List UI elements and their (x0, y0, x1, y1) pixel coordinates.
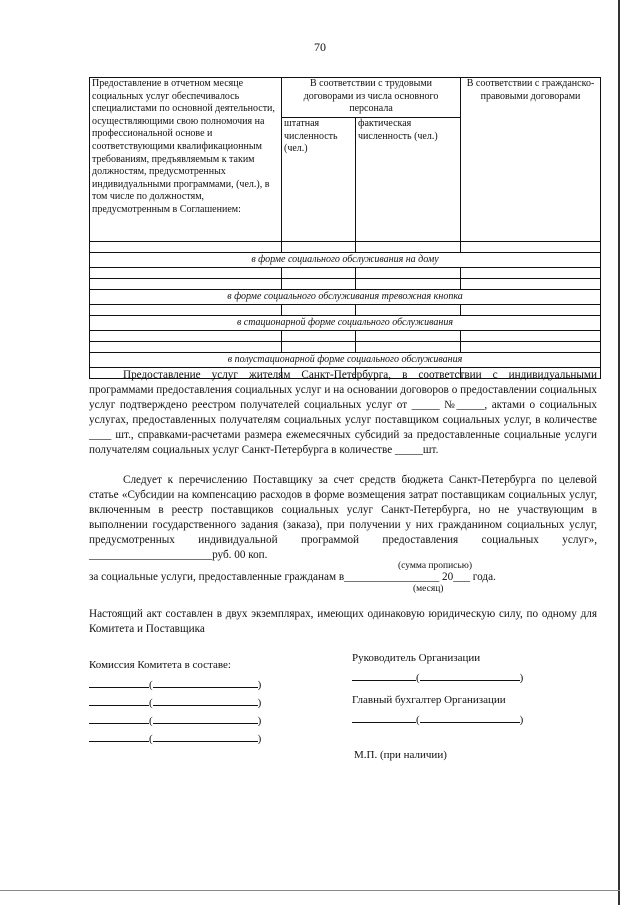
civil-contracts-header: В соответствии с гражданско-правовыми договорами (461, 78, 601, 242)
scan-edge-right (618, 0, 620, 905)
accountant-label: Главный бухгалтер Организации (352, 694, 506, 706)
labor-contracts-header: В соответствии с трудовыми договорами из числа основного персонала (282, 78, 461, 118)
commission-signature-line[interactable]: ( ) (89, 712, 309, 730)
staff-count-header: штатная численность (чел.) (282, 118, 356, 242)
paragraph-payment: Следует к перечислению Поставщику за счет средств бюджета Санкт-Петербурга по целевой статье «Субсидии на компенсацию расходов в форме возмещения затрат поставщикам социальных услуг, включенным в реестр поставщиков социальных услуг Санкт-Петербурга, но не участвующим в выполнении государственного задания (заказа), при получении у них гражданином социальных услуг, предусмотренных индивидуальной программой предоставления социальных услуг», ______________________руб. 00 коп. (89, 474, 597, 561)
table-row (90, 342, 601, 353)
commission-signature-line[interactable]: ( ) (89, 676, 309, 694)
section-label: в стационарной форме социального обслуживания (90, 316, 601, 331)
section-row-stationary (90, 316, 601, 331)
table-header-row (90, 78, 601, 118)
scan-edge-bottom (0, 890, 620, 891)
director-label: Руководитель Организации (352, 652, 481, 664)
commission-label: Комиссия Комитета в составе: (89, 659, 231, 671)
organization-signatures (352, 651, 592, 729)
row-header-cell: Предоставление в отчетном месяце социальных услуг обеспечивалось специалистами по основной деятельности, осуществляющими свою полномочия на профессиональной основе и соответствующими квалификационным требованиям, предъявляемым к таким должностям, предусмотренных индивидуальными программами, (чел.), в том числе по должностям, предусмотренным в Соглашением: (90, 78, 282, 242)
paragraph-registry: Предоставление услуг жителям Санкт-Петербурга, в соответствии с индивидуальными программами предоставления социальных услуг и на основании договоров о предоставлении социальных услуг подтверждено реестром получателей социальных услуг от _____ №_____, актами о социальных услугах, предоставленных получателям социальных услуг поставщиком социальных услуг, в количестве ____ шт., справками-расчетами размера ежемесячных субсидий за предоставленные социальные услуги получателям социальных услуг Санкт-Петербурга в количестве _____шт. (89, 369, 597, 456)
table-row (90, 305, 601, 316)
hint-month: (месяц) (413, 584, 444, 594)
director-signature-line[interactable]: ( ) (352, 669, 592, 693)
commission-signature-line[interactable]: ( ) (89, 694, 309, 712)
section-row-semistationary (90, 353, 601, 368)
table-row (90, 242, 601, 253)
section-label: в полустационарной форме социального обслуживания (90, 353, 601, 368)
staffing-table (89, 77, 601, 379)
section-row-alarm (90, 290, 601, 305)
paragraph-copies: Настоящий акт составлен в двух экземплярах, имеющих одинаковую юридическую силу, по одному для Комитета и Поставщика (89, 608, 597, 635)
actual-count-header: фактическая численность (чел.) (356, 118, 461, 242)
accountant-signature-line[interactable]: ( ) (352, 711, 592, 729)
table-row (90, 268, 601, 279)
paragraph-period: за социальные услуги, предоставленные гражданам в_________________ 20___ года. (89, 571, 496, 583)
section-label: в форме социального обслуживания на дому (90, 253, 601, 268)
section-label: в форме социального обслуживания тревожная кнопка (90, 290, 601, 305)
hint-sum-words: (сумма прописью) (398, 561, 472, 571)
commission-signature-line[interactable]: ( ) (89, 730, 309, 748)
seal-note: М.П. (при наличии) (354, 749, 447, 761)
table-row (90, 279, 601, 290)
page-number: 70 (314, 40, 326, 54)
table-row (90, 331, 601, 342)
section-row-home (90, 253, 601, 268)
commission-signatures (89, 658, 309, 748)
